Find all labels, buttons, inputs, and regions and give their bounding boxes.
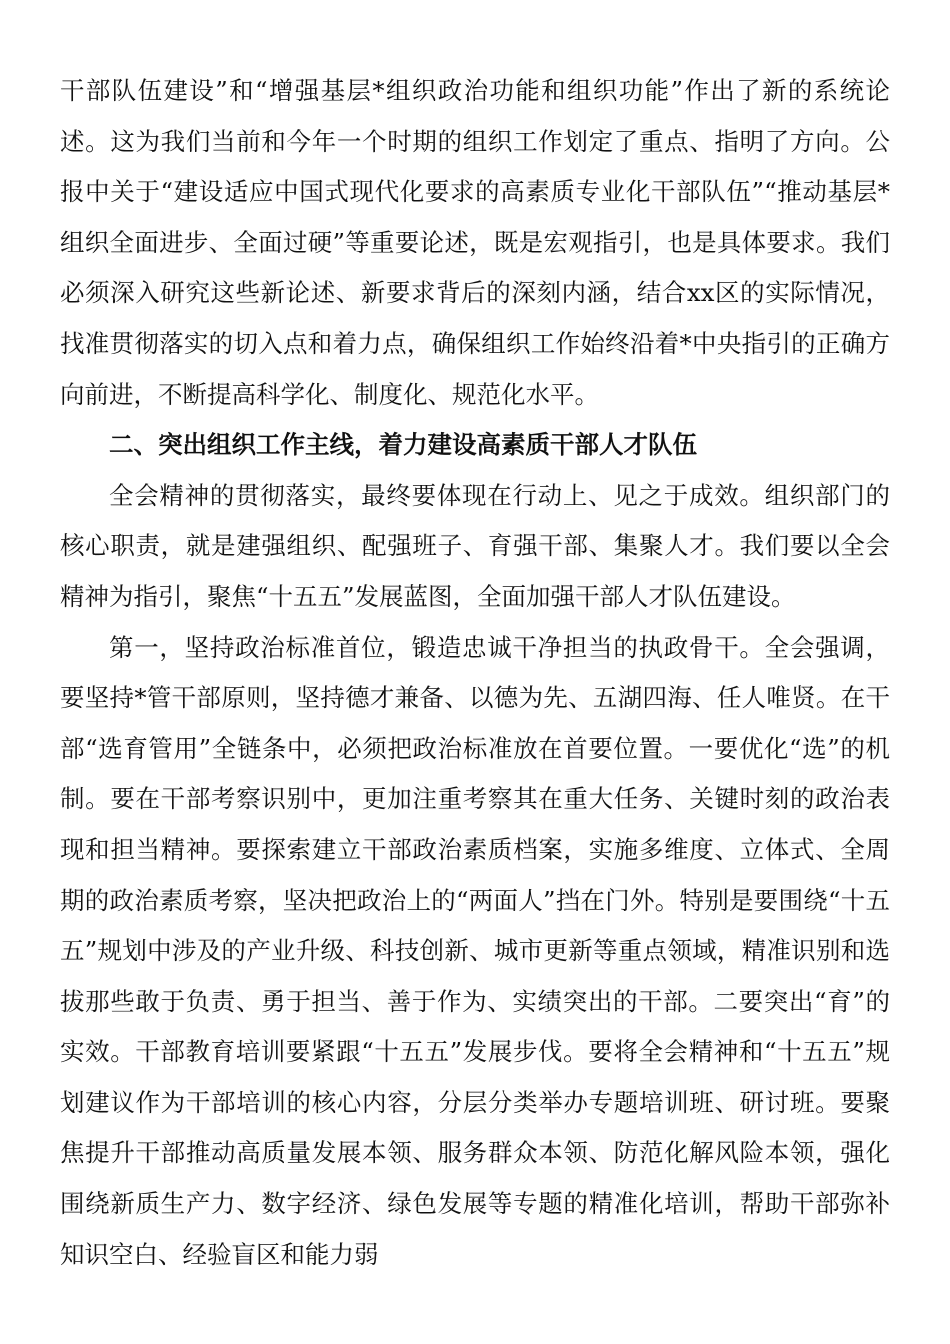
body-paragraph: 第一，坚持政治标准首位，锻造忠诚干净担当的执政骨干。全会强调，要坚持*管干部原则，坚持德才兼备、以德为先、五湖四海、任人唯贤。在干部“选育管用”全链条中，必须把政治标准放在首要位置。一要优化“选”的机制。要在干部考察识别中，更加注重考察其在重大任务、关键时刻的政治表现和担当精神。要探索建立干部政治素质档案，实施多维度、立体式、全周期的政治素质考察，坚决把政治上的“两面人”挡在门外。特别是要围绕“十五五”规划中涉及的产业升级、科技创新、城市更新等重点领域，精准识别和选拔那些敢于负责、勇于担当、善于作为、实绩突出的干部。二要突出“育”的实效。干部教育培训要紧跟“十五五”发展步伐。要将全会精神和“十五五”规划建议作为干部培训的核心内容，分层分类举办专题培训班、研讨班。要聚焦提升干部推动高质量发展本领、服务群众本领、防范化解风险本领，强化围绕新质生产力、数字经济、绿色发展等专题的精准化培训，帮助干部弥补知识空白、经验盲区和能力弱 [60,632,890,1269]
body-paragraph: 全会精神的贯彻落实，最终要体现在行动上、见之于成效。组织部门的核心职责，就是建强组织、配强班子、育强干部、集聚人才。我们要以全会精神为指引，聚焦“十五五”发展蓝图，全面加强干部人才队伍建设。 [60,480,890,611]
body-paragraph-continued: 干部队伍建设”和“增强基层*组织政治功能和组织功能”作出了新的系统论述。这为我们当前和今年一个时期的组织工作划定了重点、指明了方向。公报中关于“建设适应中国式现代化要求的高素质专业化干部队伍”“推动基层*组织全面进步、全面过硬”等重要论述，既是宏观指引，也是具体要求。我们必须深入研究这些新论述、新要求背后的深刻内涵，结合xx区的实际情况，找准贯彻落实的切入点和着力点，确保组织工作始终沿着*中央指引的正确方向前进，不断提高科学化、制度化、规范化水平。 [60,76,890,409]
section-heading: 二、突出组织工作主线，着力建设高素质干部人才队伍 [109,430,697,460]
document-page [60,66,890,1280]
